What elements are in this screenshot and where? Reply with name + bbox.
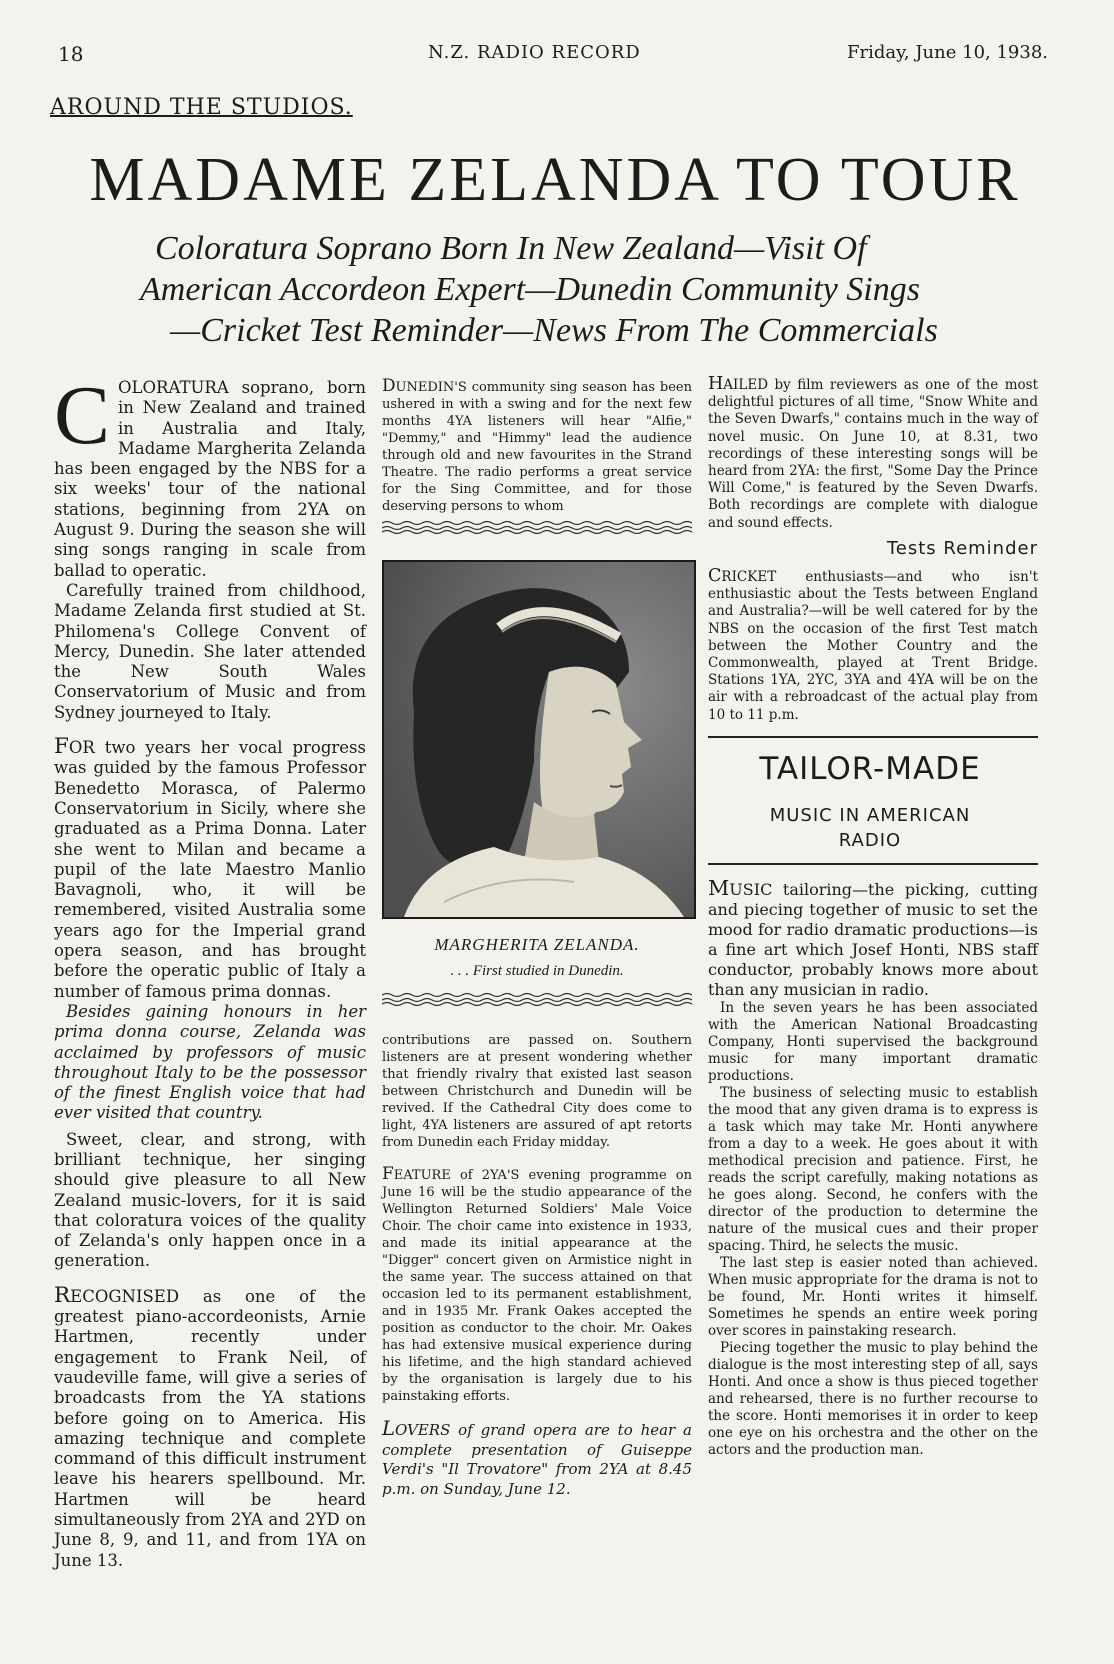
lead-letter: F: [54, 734, 69, 760]
portrait-image: [384, 562, 694, 917]
subheading-tests-reminder: Tests Reminder: [886, 538, 1038, 559]
issue-date: Friday, June 10, 1938.: [847, 42, 1048, 63]
lead-letter: F: [382, 1163, 394, 1183]
article-paragraph: COLORATURA soprano, born in New Zealand and trained in Australia and Italy, Madame Margherita Zelanda has been engaged by the NBS for a six weeks' tour of the national stations, beginning from 2YA on August 9. During the season she will sing songs ranging in scale from ballad to operatic.: [54, 369, 366, 580]
lead-letter: L: [382, 1417, 395, 1440]
deck-line: Coloratura Soprano Born In New Zealand—Visit Of: [155, 230, 867, 267]
column-2-top: [382, 377, 692, 515]
drop-cap: C: [54, 369, 111, 462]
article-paragraph: FEATURE of 2YA'S evening programme on June 16 will be the studio appearance of the Wellington Returned Soldiers' Male Voice Choir. The choir came into existence in 1933, and made its initial appearance at the "Digger" concert given on Armistice night in the same year. The success attained on that occasion led to its permanent establishment, and in 1935 Mr. Frank Oakes accepted the position as conductor to the choir. Mr. Oakes has had extensive musical experience during his lifetime, and the high standard achieved by the organisation is largely due to his painstaking efforts.: [382, 1163, 692, 1404]
article-paragraph: Besides gaining honours in her prima donna course, Zelanda was acclaimed by professors of music throughout Italy to be the possessor of the finest English voice that had ever visited that country.: [54, 1001, 366, 1123]
column-1: [54, 369, 366, 1571]
wavy-divider: [382, 992, 692, 1006]
article-paragraph: RECOGNISED as one of the greatest piano-accordeonists, Arnie Hartmen, recently under engagement to Frank Neil, of vaudeville fame, will give a series of broadcasts from the YA stations before going on to America. His amazing technique and complete command of this difficult instrument leave his hearers spellbound. Mr. Hartmen will be heard simultaneously from 2YA and 2YD on June 8, 9, and 11, and from 1YA on June 13.: [54, 1282, 366, 1570]
feature-subtitle: MUSIC IN AMERICAN RADIO: [769, 805, 971, 851]
section-rule: [708, 863, 1038, 865]
section-label: AROUND THE STUDIOS.: [50, 95, 353, 120]
lead-letter: H: [708, 374, 724, 394]
article-paragraph: In the seven years he has been associated with the American National Broadcasting Company, Honti supervised the background music for many important dramatic productions.: [708, 1000, 1038, 1084]
photo-caption-sub: . . . First studied in Dunedin.: [450, 963, 624, 979]
article-paragraph: LOVERS of grand opera are to hear a complete presentation of Guiseppe Verdi's "Il Trovatore" from 2YA at 8.45 p.m. on Sunday, June 12.: [382, 1417, 692, 1498]
article-paragraph: The business of selecting music to establish the mood that any given drama is to express is a task which may take Mr. Honti anywhere from a day to a week. He goes about it with methodical precision and patience. First, he reads the script carefully, making notations as he goes along. Second, he confers with the director of the production to determine the nature of the musical cues and their proper spacing. Third, he selects the music.: [708, 1085, 1038, 1254]
lead-letter: D: [382, 375, 396, 395]
deck-line: American Accordeon Expert—Dunedin Community Sings: [140, 271, 920, 308]
article-paragraph: MUSIC tailoring—the picking, cutting and piecing together of music to set the mood for radio dramatic productions—is a fine art which Josef Honti, NBS staff conductor, probably knows more about than any musician in radio.: [708, 876, 1038, 999]
column-3-feature: [708, 878, 1038, 1459]
feature-title: TAILOR-MADE: [759, 751, 981, 787]
lead-letter: C: [708, 566, 722, 586]
portrait-photo: [382, 560, 696, 919]
article-paragraph: contributions are passed on. Southern listeners are at present wondering whether that friendly rivalry that existed last season between Christchurch and Dunedin will be revived. If the Cathedral City does come to light, 4YA listeners are assured of apt retorts from Dunedin each Friday midday.: [382, 1033, 692, 1150]
section-rule: [708, 736, 1038, 738]
lead-letter: M: [708, 876, 730, 900]
article-paragraph: Carefully trained from childhood, Madame Zelanda first studied at St. Philomena's College Convent of Mercy, Dunedin. She later attended the New South Wales Conservatorium of Music and from Sydney journeyed to Italy.: [54, 580, 366, 722]
publication-name: N.Z. RADIO RECORD: [428, 42, 641, 63]
column-3-top: [708, 376, 1038, 532]
article-paragraph: DUNEDIN'S community sing season has been ushered in with a swing and for the next few months 4YA listeners will hear "Alfie," "Demmy," and "Himmy" lead the audience through old and new favourites in the Strand Theatre. The radio performs a great service for the Sing Committee, and for those deserving persons to whom: [382, 375, 692, 514]
article-paragraph: Piecing together the music to play behind the dialogue is the most interesting step of all, says Honti. And once a show is thus pieced together and rehearsed, there is no further recourse to the score. Honti memorises it in order to keep one eye on his orchestra and the other on the actors and the production man.: [708, 1340, 1038, 1458]
column-3-cricket: [708, 568, 1038, 724]
wavy-divider: [382, 520, 692, 534]
article-paragraph: CRICKET enthusiasts—and who isn't enthusiastic about the Tests between England and Australia?—will be well catered for by the NBS on the occasion of the first Test match between the Mother Country and the Commonwealth, played at Trent Bridge. Stations 1YA, 2YC, 3YA and 4YA will be on the air with a rebroadcast of the actual play from 10 to 11 p.m.: [708, 566, 1038, 723]
column-2-bottom: [382, 1032, 692, 1499]
page-number: 18: [58, 42, 84, 66]
headline: MADAME ZELANDA TO TOUR: [89, 146, 1021, 214]
deck-line: —Cricket Test Reminder—News From The Commercials: [170, 312, 938, 349]
sub-headline: [130, 228, 990, 351]
page-header: [58, 42, 1048, 72]
lead-letter: R: [54, 1282, 71, 1308]
photo-caption-name: MARGHERITA ZELANDA.: [434, 935, 640, 954]
article-paragraph: Sweet, clear, and strong, with brilliant technique, her singing should give pleasure to all New Zealand music-lovers, for it is said that coloratura voices of the quality of Zelanda's only happen once in a generation.: [54, 1129, 366, 1271]
article-paragraph: FOR two years her vocal progress was guided by the famous Professor Benedetto Morasca, of Palermo Conservatorium in Sicily, where she graduated as a Prima Donna. Later she went to Milan and became a pupil of the late Maestro Manlio Bavagnoli, who, it will be remembered, visited Australia some years ago for the Imperial grand opera season, and has brought before the operatic public of Italy a number of famous prima donnas.: [54, 734, 366, 1001]
article-paragraph: HAILED by film reviewers as one of the most delightful pictures of all time, "Snow White and the Seven Dwarfs," contains much in the way of novel music. On June 10, at 8.31, two recordings of these interesting songs will be heard from 2YA: the first, "Some Day the Prince Will Come," is featured by the Seven Dwarfs. Both recordings are complete with dialogue and sound effects.: [708, 374, 1038, 531]
article-paragraph: The last step is easier noted than achieved. When music appropriate for the drama is not to be found, Mr. Honti writes it himself. Sometimes he spends an entire week poring over scores in painstaking research.: [708, 1255, 1038, 1339]
